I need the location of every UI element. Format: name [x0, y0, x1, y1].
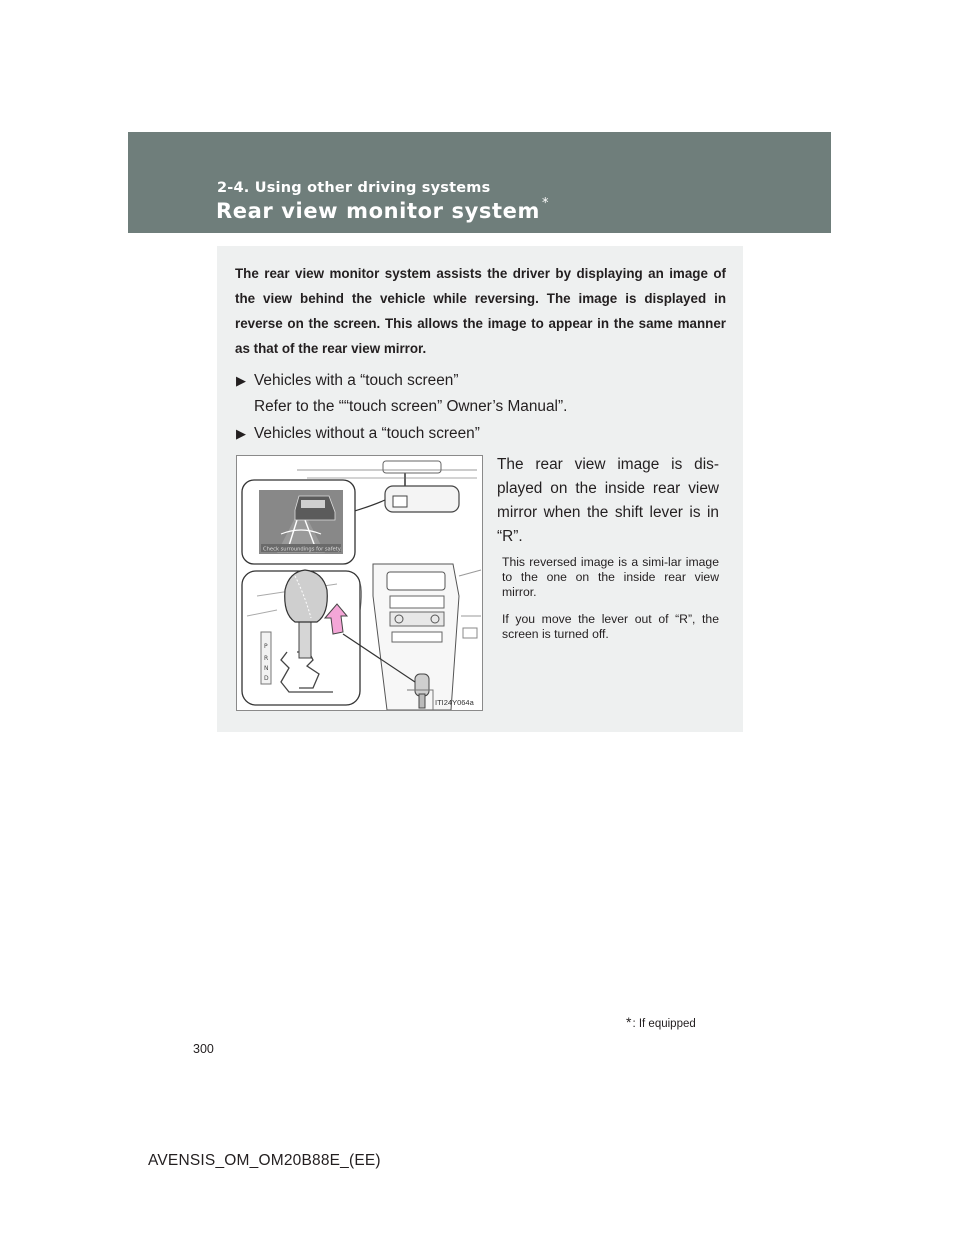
- page-number: 300: [193, 1042, 214, 1056]
- gear-letter-n: N: [264, 665, 269, 672]
- bullet-triangle-icon: ▶: [236, 373, 246, 388]
- note-screen-off: If you move the lever out of “R”, the screen is turned off.: [502, 612, 719, 641]
- figure-code: ITI24Y064a: [435, 698, 474, 707]
- content-box: [217, 246, 743, 732]
- screen-caption: Check surroundings for safety.: [263, 546, 342, 553]
- intro-paragraph: The rear view monitor system assists the driver by displaying an image of the view behind the vehicle while reversing. The image is displayed in reverse on the screen. This allows the image to appear in the same manner as that of the rear view mirror.: [235, 266, 726, 356]
- item-no-touch-screen: [236, 424, 480, 444]
- gear-letter-d: D: [264, 675, 269, 682]
- illustration-svg: [237, 456, 482, 710]
- document-id: AVENSIS_OM_OM20B88E_(EE): [148, 1152, 381, 1169]
- gear-letter-p: P: [264, 643, 268, 650]
- page-title-text: Rear view monitor system: [216, 199, 540, 223]
- item-label: Vehicles with a “touch screen”: [254, 372, 459, 389]
- footnote: [626, 1014, 696, 1030]
- description-paragraph: The rear view image is dis-played on the inside rear view mirror when the shift lever is in “R”.: [497, 456, 719, 545]
- gear-letter-r: R: [264, 655, 269, 662]
- rear-view-monitor-illustration: [236, 455, 483, 711]
- item-label: Vehicles without a “touch screen”: [254, 425, 480, 442]
- page-title: [216, 196, 550, 223]
- note-reversed-image: This reversed image is a simi-lar image to the one on the inside rear view mirror.: [502, 555, 719, 599]
- item-detail: Refer to the ““touch screen” Owner’s Manual”.: [254, 398, 568, 415]
- footnote-text: : If equipped: [632, 1018, 696, 1030]
- asterisk-mark: *: [626, 1014, 632, 1030]
- bullet-triangle-icon: ▶: [236, 426, 246, 441]
- equipped-mark: *: [541, 196, 550, 211]
- header-band: [128, 132, 831, 233]
- item-touch-screen: [236, 371, 458, 391]
- section-heading: 2-4. Using other driving systems: [217, 180, 491, 196]
